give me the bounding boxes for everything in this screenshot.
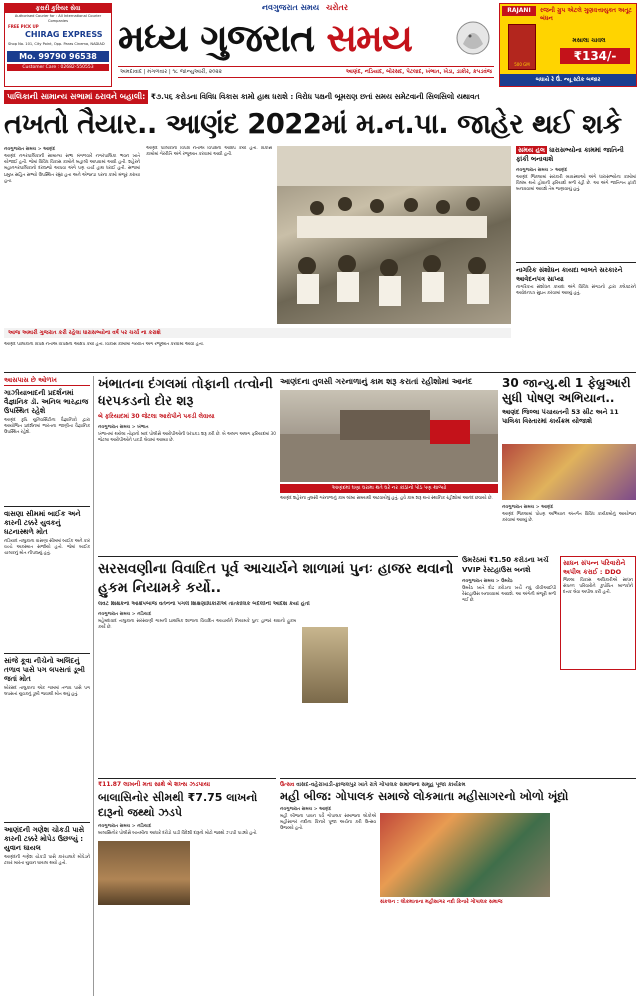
lead-kicker-label: પાલિકાની સામાન્ય સભામાં ઠરાવને બહાલી:: [4, 90, 148, 104]
school-photo: [302, 627, 348, 703]
mahi-body: મહી બીજના પાવન પર્વે ગોપાલક સમાજના લોકોએ મહીસાગર નદીના કિનારે પૂજા અર્ચના કરી ઉત્સવ ઉજવ્યો હતો.: [280, 814, 376, 832]
ad-left-phone-row: [7, 51, 109, 62]
poshan-body: આણંદ જિલ્લામાં પોષણ અભિયાન અંતર્ગત વિવિધ કાર્યક્રમોનું આયોજન કરવામાં આવ્યું છે.: [502, 512, 636, 524]
lead-body-col1: [4, 146, 140, 342]
story-vvip: [462, 556, 556, 774]
ddo-headline: સાધન સંપન્ન પરિવારોને અપીલ કરાઈ : DDO: [563, 559, 626, 576]
left-s1-body: આણંદ કૃષિ યુનિવર્સિટીના વૈજ્ઞાનિકો દ્વારા આયોજિત પ્રદર્શનમાં ભારતના જાણીતા વૈજ્ઞાનિક ઉપસ્થિત રહેશે.: [4, 418, 90, 436]
ad-left-care: Customer Care : 02682-550553: [7, 64, 109, 71]
poshan-photo: [502, 444, 636, 500]
left-s2-headline: વાસણા સીમમાં બાઈક અને કારની ટક્કરે યુવકનું ઘટનાસ્થળે મોત: [4, 506, 90, 537]
ad-left-brand: CHIRAG EXPRESS: [25, 30, 103, 39]
poshan-headline: 30 જાન્યુ.થી 1 ફેબ્રુઆરી સુધી પોષણ અભિયાન..: [502, 376, 631, 405]
lead-body-text: આણંદ નગરપાલિકાની સામાન્ય સભા મંગળવારે નગરપાલિકા ભવન ખાતે યોજાઈ હતી. જેમાં વિવિધ વિકાસ કામોને બહાલી આપવામાં આવી હતી. શહેરને મહાનગરપાલિકાનો દરજ્જો આપવા અંગે પણ ચર્ચા હાથ ધરાઈ હતી. સભામાં પ્રમુખ સહિત સભ્યો ઉપસ્થિત રહ્યા હતા અને એજન્ડા પરના કામો મંજૂર કરાયા હતા.: [4, 154, 140, 184]
left-s1-headline: ગાઝીયાબાદની પ્રદર્શનમાં વૈજ્ઞાનિક ડૉ. અનિલ ભારદ્વાજ ઉપસ્થિત રહેશે: [4, 389, 89, 415]
ad-left-pickup: FREE PICK UP: [8, 24, 39, 29]
tulsi-caption: આણંદમાં ઘણા ઘરામા થતે ઘરે નર કાંઠાંનો પોઠ પણ થાળ્યો: [280, 484, 498, 493]
masthead-city: ચરોતર: [326, 3, 348, 12]
masthead-title-b: સમય: [326, 16, 413, 60]
masthead-brand: નવગુજરાત સમય: [262, 3, 320, 12]
story-khambhat: [98, 376, 276, 552]
masthead-top-line: [190, 3, 420, 13]
side-mid-body: નાગરિકતા સંશોધન કાયદા અંગે વિવિધ સંગઠનો દ્વારા કલેક્ટરને આવેદનપત્ર સુપ્રત કરવામાં આવ્યું હતું.: [516, 285, 636, 297]
left-column: [4, 376, 94, 996]
mahi-headline: મહી બીજ: ગોપાલક સમાજે લોકમાતા મહીસાગરનો ખોળો ખૂંદ્યો: [280, 789, 569, 803]
side-top-headline: ધારાસભ્યોના કામમાં જાતિની ફાંકી બનાવાશે: [516, 146, 624, 163]
khambhat-body: ખંભાતમાં થયેલા તોફાનો બાદ પોલીસે આરોપીઓની ધરપકડ શરૂ કરી છે. બે અલગ અલગ ફરિયાદમાં 30 જેટલા આરોપીઓને પકડી લેવામાં આવ્યા છે.: [98, 432, 276, 444]
liquor-body: બાલાસિનોર પોલીસે બાતમીના આધારે દરોડો પાડી વિદેશી દારૂનો મોટો જથ્થો ઝડપી પાડ્યો હતો.: [98, 831, 258, 836]
lead-photo-caption: આજ અમારી ગુજરાત કરી રહેલા ધારાસભ્યોના વર્ષ પર ચર્ચા ના કરાશે: [4, 328, 511, 338]
lead-body-col2: [146, 146, 272, 342]
left-s4-headline: આણંદની ગણેશ ચોકડી પાસે કારની ટક્કરે મોપેડ ઉછળ્યું : યુવાન ઘાયલ: [4, 822, 90, 853]
ad-left-line1: Authorised Courier for : All International Courier Companies: [14, 14, 102, 23]
mahi-kicker-row: [280, 781, 636, 789]
left-s3-body: બોરસદ તાલુકાના એક ગામમાં તળાવ પાસે પગ લપસતાં યુવકનું ડૂબી જવાથી મોત થયું હતું.: [4, 686, 90, 698]
mahi-photo: [380, 813, 550, 897]
liquor-byline: નવગુજરાત સમય > નડિયાદ: [98, 824, 152, 829]
ad-left-phone-label: Mo.: [19, 51, 36, 61]
masthead: [0, 0, 640, 88]
mahi-caption: સંકલન : લોકમાતાના મહીસાગર નદી કિનારે ગોપાલક સમાજ: [380, 899, 503, 905]
mahi-byline: નવગુજરાત સમય > આણંદ: [280, 807, 332, 812]
left-s4-body: આણંદની ગણેશ ચોકડી પાસે કારચાલકે મોપેડને ટક્કર મારતા યુવાન ઘાયલ થયો હતો.: [4, 855, 90, 867]
lead-byline: નવગુજરાત સમય > આણંદ: [4, 147, 56, 152]
lead-continuation: આણંદ પાલિકાના વિપક્ષ નેતાએ વિપક્ષના આક્ષેપ કર્યા હતા. વિકાસ કામોમાં ગેરરીતિ અંગે રજૂઆત કરવામાં આવી હતી.: [4, 342, 205, 347]
poshan-byline: નવગુજરાત સમય > આણંદ: [502, 505, 554, 510]
vvip-byline: નવગુજરાત સમય > ઉમરેઠ: [462, 579, 513, 584]
ad-chirag-express: [4, 3, 112, 87]
ad-right-price-value: 134/-: [581, 49, 617, 63]
story-liquor: [98, 778, 276, 996]
ad-left-address: Shop No. 101, City Point, Opp. Paras Cinema, NADIAD: [8, 42, 105, 46]
mahi-kicker: વાસદ-વહેરાખાડી-ફાજલપુર ખાતે રાત્રે ગોપાલક સમાજના સમૂહ પૂજા કાર્યક્રમ: [296, 782, 466, 788]
ad-right-price: ₹134/-: [560, 48, 630, 64]
ad-right-price-label: મસાલા ચાવલ: [572, 37, 606, 44]
tulsi-headline: આણંદના તુલસી ગરનાળાનું કામ શરૂ કરાતાં રહીશોમાં આનંદ: [280, 377, 473, 386]
khambhat-headline: ખંભાતના દંગલમાં તોફાની તત્વોની ધરપકડનો દોર શરૂ: [98, 377, 273, 409]
left-section-label: આસપાસ છે ઓળખ: [4, 376, 90, 386]
section-divider-1: [4, 372, 636, 373]
side-top-byline: નવગુજરાત સમય > આણંદ: [516, 168, 568, 173]
side-mid-headline: નાગરિક સંશોધન કાયદા બાબતે સરકારને આવેદનપત્ર સાપ્યા: [516, 266, 623, 283]
khambhat-sub: બે ફરિયાદમાં 30 જેટલા આરોપીને પકડી લેવાયા: [98, 413, 215, 420]
lead-body-text-2: આણંદ પાલિકાના વિપક્ષ નેતાએ વિપક્ષના આક્ષેપ કર્યા હતા. વિકાસ કામોમાં ગેરરીતિ અંગે રજૂઆત કરવામાં આવી હતી.: [146, 146, 272, 158]
mahi-kicker-label: ઉત્સવ: [280, 782, 295, 788]
poshan-ddo-box: [560, 556, 636, 670]
side-mid-story: [516, 262, 636, 326]
lead-kicker: [4, 90, 636, 104]
ad-right-brand: RAJANI: [502, 6, 536, 16]
left-s3-headline: સાંજે કૂવા નીચેનો અલિંદનું તળાવ પાસે પગ લપસતાં ડૂબી જતાં મોત: [4, 653, 90, 684]
ad-left-phone: 99790 96538: [38, 51, 97, 61]
tulsi-photo: [280, 390, 498, 482]
masthead-title-a: મધ્ય ગુજરાત: [118, 16, 315, 60]
lead-kicker-text: ₹૭.૫૬ કરોડના વિવિધ વિકાસ કામો હાથ ધરાશે : વિરોધ પક્ષની બૂમરાણ છતાં સમય સમેટવાની સિલસિલો યથાવત: [150, 92, 480, 101]
story-school: [98, 556, 458, 774]
lead-photo: [277, 146, 511, 324]
lead-headline: તખતો તૈયાર.. આણંદ 2022માં મ.ન.પા. જાહેર થઈ શકે: [4, 108, 622, 140]
poshan-sub: આણંદ જિલ્લા પંચાયતની 53 સીટ અને 11 પાલિકા વિસ્તારમાં કાર્યક્રમ યોજાશે: [502, 408, 619, 425]
khambhat-byline: નવગુજરાત સમય > ખંભાત: [98, 425, 149, 430]
dateline-bar: [118, 66, 494, 78]
side-top-label: સમય હલ: [518, 146, 545, 154]
tulsi-body: આણંદ શહેરના તુલસી ગરનાળાનું કામ લાંબા સમયથી અટવાયેલું હતું. હવે કામ શરૂ થતાં સ્થાનિક રહીશોમાં આનંદ છવાયો છે.: [280, 496, 493, 501]
side-top-body: આણંદ જિલ્લામાં સરકારી વ્યવસ્થાઓ અંગે ધારાસભ્યોના કામોમાં વિલંબ થતો હોવાની ફરિયાદો મળી રહી છે. આ અંગે જાતિગત ફાંકી બનાવવામાં આવશે તેમ જણાવાયું હતું.: [516, 175, 636, 193]
vvip-body: ઉમરેઠ ખાતે દોઢ કરોડના ખર્ચે નવું વીવીઆઈપી રેસ્ટહાઉસ બનાવવામાં આવશે. આ અંગેની મંજૂરી મળી ગઈ છે.: [462, 586, 556, 604]
school-body: મહેમદાવાદ તાલુકાના સરસવણી ગામની પ્રાથમિક શાળાના વિવાદિત આચાર્યને નિયામકે પુનઃ હાજર થવાનો હુકમ કર્યો છે.: [98, 619, 296, 631]
ad-rajani: [499, 3, 637, 87]
story-tulsi: [280, 376, 498, 552]
ad-right-tagline: રજની ગ્રુપ એટલે ગુણવત્તાયુક્ત અતૂટ બંધન: [540, 7, 632, 22]
masthead-title: [118, 14, 498, 62]
story-mahi: [280, 778, 636, 996]
vvip-headline: ઉમરેઠમાં ₹1.50 કરોડના ખર્ચે VVIP રેસ્ટહાઉસ બનશે: [462, 556, 549, 574]
ad-right-product: [508, 24, 536, 70]
regions: આણંદ, નડિયાદ, બોરસદ, પેટલાદ, ખંભાત, ખેડા, ડાકોર, કપડવંજ: [345, 69, 492, 75]
school-byline: નવગુજરાત સમય > નડિયાદ: [98, 612, 152, 617]
side-top-story: [516, 146, 636, 256]
school-sub: લવંટ શિક્ષકના આક્ષેપબાજ વર્તનના પગલે શિક્ષણાધિકારીએ તાત્કાલિક બદલીનો આદેશ કર્યો હતો: [98, 601, 310, 607]
lion-emblem-icon: [455, 14, 491, 66]
ad-left-header: ફરારી કુરિયર સેવા: [5, 4, 111, 13]
liquor-photo: [98, 841, 190, 905]
liquor-kicker: ₹11.87 લાખની મતા સાથે બે શખ્સ ઝડપાયા: [98, 781, 211, 788]
dateline: અમદાવાદ | મંગળવાર | ૧૮ જાન્યુઆરી, ૨૦૨૨: [120, 69, 222, 75]
left-s2-body: નડિયાદ તાલુકાના વાસણા સીમમાં બાઈક અને કાર વચ્ચે અકસ્માત સર્જાયો હતો. જેમાં બાઈક ચાલકનું મોત નીપજ્યું હતું.: [4, 539, 90, 557]
ad-right-weight: 500 GM: [514, 62, 530, 67]
ddo-body: જિલ્લા વિકાસ અધિકારીએ સાધન સંપન્ન પરિવારોને કુપોષિત બાળકોને દત્તક લેવા અપીલ કરી હતી.: [563, 578, 633, 596]
school-headline: સરસવણીના વિવાદિત પૂર્વ આચાર્યને શાળામાં પુનઃ હાજર થવાનો હુકમ નિયામકે કર્યો..: [98, 561, 454, 596]
ad-right-footer: બધાયે રે ઉં. ન્યૂ સ્ટોક બજાર: [500, 74, 636, 86]
story-poshan: [502, 376, 636, 552]
liquor-headline: બાલાસિનોર સીમથી ₹7.75 લાખનો દારૂનો જથ્થો ઝડપે: [98, 791, 258, 819]
side-top-label-row: [516, 146, 636, 164]
